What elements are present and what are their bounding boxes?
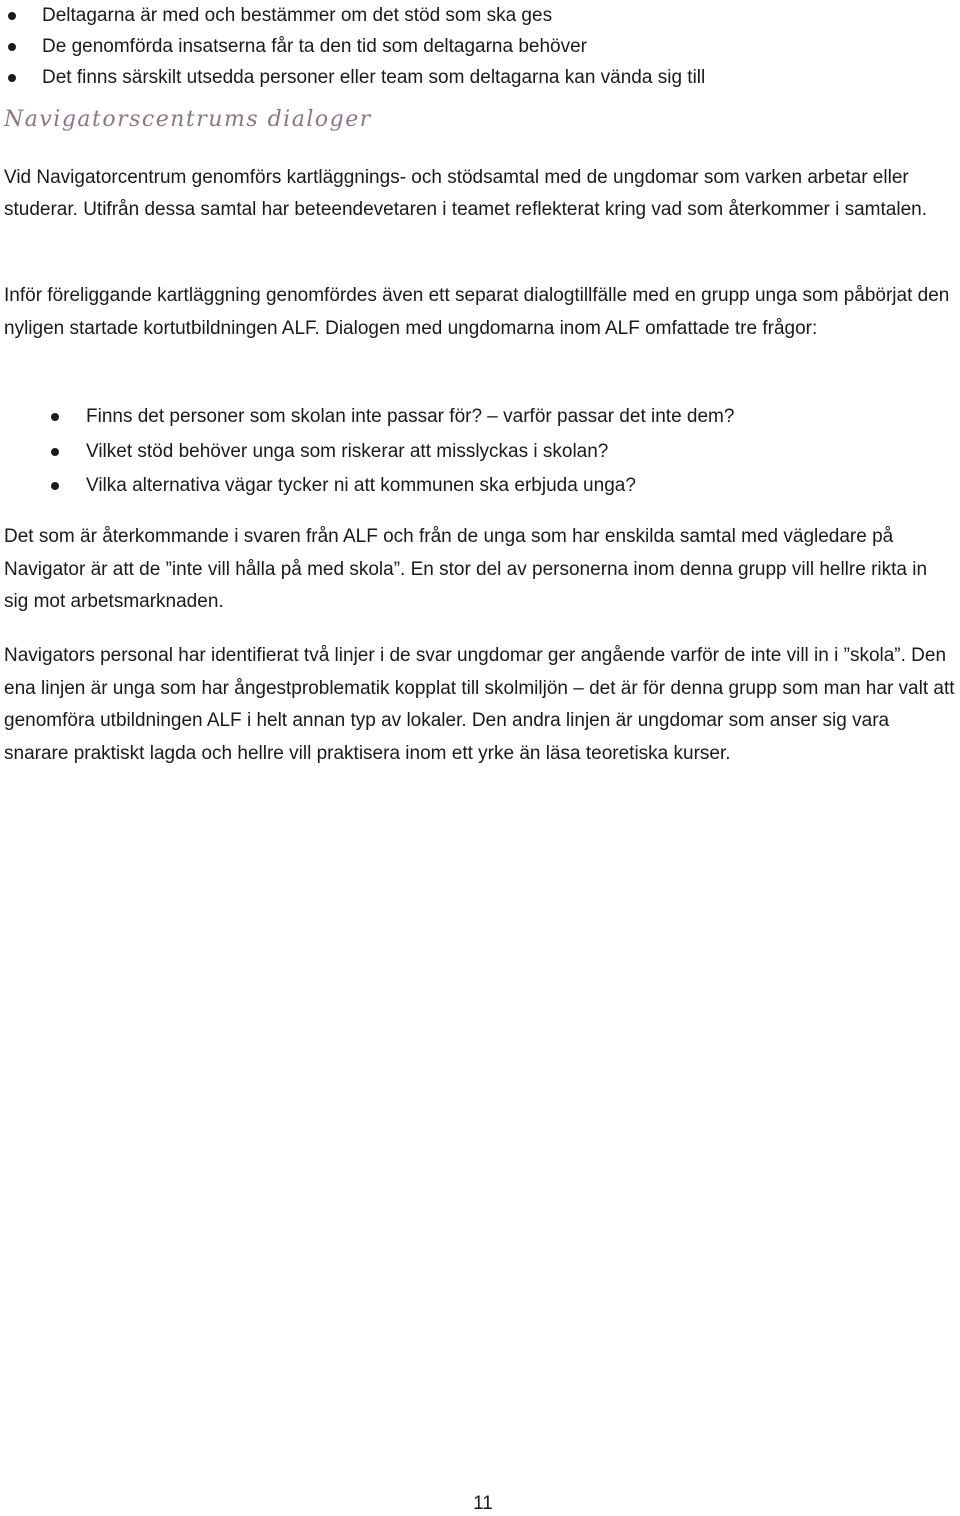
paragraph-conversations: Vid Navigatorcentrum genomförs kartläggnings- och stödsamtal med de ungdomar som varken arbetar eller studerar. Utifrån dessa samtal har beteendevetaren i teamet reflekterat kring vad som återkommer i samtalen. <box>4 167 927 220</box>
bullet-icon <box>51 482 59 490</box>
list-item-text: Vilket stöd behöver unga som riskerar att misslyckas i skolan? <box>86 440 609 462</box>
list-item-text: Deltagarna är med och bestämmer om det stöd som ska ges <box>42 5 553 26</box>
paragraph-recurring-answers: Det som är återkommande i svaren från ALF och från de unga som har enskilda samtal med vägledare på Navigator är att de ”inte vill hålla på med skola”. En stor del av personerna inom denna grupp vill hellre rikta in sig mot arbetsmarknaden. <box>4 526 928 612</box>
list-item <box>0 400 734 435</box>
bullet-icon <box>51 448 59 456</box>
question-list <box>0 400 734 504</box>
bullet-icon <box>8 43 16 51</box>
bullet-icon <box>8 74 16 82</box>
list-item <box>0 469 734 504</box>
list-item-text: Det finns särskilt utsedda personer eller team som deltagarna kan vända sig till <box>42 67 706 88</box>
list-item <box>0 31 705 62</box>
paragraph-two-lines: Navigators personal har identifierat två linjer i de svar ungdomar ger angående varför de inte vill in i ”skola”. Den ena linjen är unga som har ångestproblematik kopplat till skolmiljön – det är för denna grupp som man har valt att genomföra utbildningen ALF i helt annan typ av lokaler. Den andra linjen är ungdomar som anser sig vara snarare praktiskt lagda och hellre vill praktisera inom ett yrke än läsa teoretiska kurser. <box>4 645 955 764</box>
bullet-icon <box>51 413 59 421</box>
section-heading: Navigatorscentrums dialoger <box>4 107 372 132</box>
list-item-text: De genomförda insatserna får ta den tid som deltagarna behöver <box>42 36 587 57</box>
list-item <box>0 435 734 470</box>
list-item <box>0 62 705 93</box>
list-item <box>0 0 705 31</box>
paragraph-dialogue: Inför föreliggande kartläggning genomfördes även ett separat dialogtillfälle med en grupp unga som påbörjat den nyligen startade kortutbildningen ALF. Dialogen med ungdomarna inom ALF omfattade tre frågor: <box>4 285 950 339</box>
list-item-text: Finns det personer som skolan inte passar för? – varför passar det inte dem? <box>86 406 735 427</box>
list-item-text: Vilka alternativa vägar tycker ni att kommunen ska erbjuda unga? <box>86 475 636 496</box>
bullet-icon <box>8 12 16 20</box>
intro-bullet-list <box>0 0 705 93</box>
page-number: 11 <box>473 1493 493 1514</box>
